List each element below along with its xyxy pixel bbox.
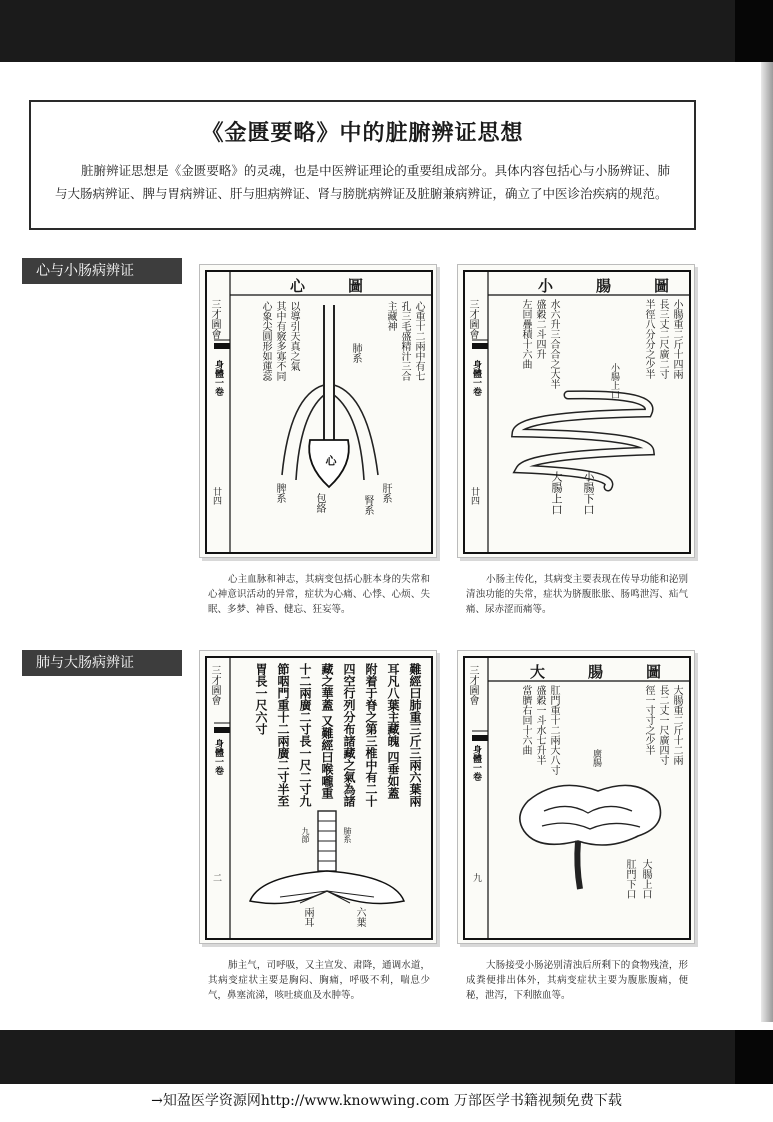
plate-lung-side-label: 三才圖會 xyxy=(209,665,220,705)
label-liver-system: 肝系 xyxy=(380,483,391,503)
si-text-col-2: 長三丈二尺廣二寸 xyxy=(657,299,668,379)
plate-lung-diagram xyxy=(199,650,437,944)
label-kidney-system: 腎系 xyxy=(362,495,373,515)
heart-text-col-5: 其中有竅多寡不同 xyxy=(274,301,285,381)
label-lung-system: 肺系 xyxy=(350,343,361,363)
section-label-heart: 心与小肠病辨证 xyxy=(22,258,182,284)
si-text-col-4: 左回疊積十六曲 xyxy=(520,299,531,369)
heart-text-col-4: 心象尖圓形如蓮蕊 xyxy=(260,301,271,381)
label-small-intestine-upper: 小腸上口 xyxy=(609,363,619,399)
plate-heart-title: 心 圖 xyxy=(290,277,378,295)
plate-large-intestine-volume: 身體一卷 xyxy=(471,745,481,781)
label-nine-sections: 九節 xyxy=(301,827,310,843)
lung-text-col-8: 胃長一尺六寸 xyxy=(254,663,268,735)
plate-small-intestine-side-label: 三才圖會 xyxy=(467,299,478,339)
li-text-col-5: 盛穀一斗水七升半 xyxy=(534,685,545,765)
lung-text-col-1: 難經曰肺重三斤三兩六葉兩 xyxy=(408,663,422,807)
heart-text-col-1: 心重十二兩中有七 xyxy=(413,301,424,381)
label-large-intestine-upper: 大腸上口 xyxy=(550,471,563,515)
caption-heart: 心主血脉和神志，其病变包括心脏本身的失常和心神意识活动的异常，症状为心痛、心悸、心烦、失眠、多梦、神昏、健忘、狂妄等。 xyxy=(208,574,430,615)
label-wide-intestine: 廣腸 xyxy=(591,749,601,767)
plate-small-intestine-volume: 身體一卷 xyxy=(471,360,481,396)
plate-heart-page-num: 廿四 xyxy=(211,487,221,505)
label-heart: 心 xyxy=(324,455,337,466)
heart-text-col-6: 以導引天真之氣 xyxy=(288,301,299,371)
plate-lung-volume: 身體一卷 xyxy=(213,739,223,775)
label-small-intestine-lower: 小腸下口 xyxy=(582,471,595,515)
plate-heart-volume: 身體一卷 xyxy=(213,360,223,396)
label-spleen-system: 脾系 xyxy=(274,483,285,503)
plate-large-intestine-diagram xyxy=(457,650,695,944)
book-spine-shadow xyxy=(735,0,773,62)
li-text-col-3: 徑一寸寸之少半 xyxy=(643,685,654,755)
plate-small-intestine-page-num: 廿四 xyxy=(469,487,479,505)
caption-small-intestine: 小肠主传化，其病变主要表现在传导功能和泌别清浊功能的失常，症状为脐腹胀胀、肠鸣泄泻、疝气痛、尿赤涩而痛等。 xyxy=(466,574,688,615)
lung-text-col-7: 節咽門重十二兩廣二寸半至 xyxy=(276,663,290,807)
intro-paragraph: 脏腑辨证思想是《金匮要略》的灵魂，也是中医辨证理论的重要组成部分。具体内容包括心与小肠辨证、肺与大肠病辨证、脾与胃病辨证、肝与胆病辨证、肾与膀胱病辨证及脏腑兼病辨证，确立了中医诊治疾病的规范。 xyxy=(55,163,670,201)
label-pericardium: 包絡 xyxy=(314,493,325,513)
footer-watermark-text: →知盈医学资源网http://www.knowwing.com 万部医学书籍视频免费下载 xyxy=(151,1093,622,1109)
section-label-lung: 肺与大肠病辨证 xyxy=(22,650,182,676)
plate-small-intestine-diagram xyxy=(457,264,695,558)
lung-text-col-3: 附着于脊之第三椎中有二十 xyxy=(364,663,378,807)
caption-lung: 肺主气，司呼吸，又主宣发、肃降，通调水道，其病变症状主要是胸闷、胸痛，呼吸不利，喘息少气，鼻塞流涕，咳吐痰血及水肿等。 xyxy=(208,960,430,1001)
label-two-ears: 兩耳 xyxy=(302,907,313,927)
plate-large-intestine-title: 大 腸 圖 xyxy=(530,663,676,681)
li-text-col-2: 長二丈一尺廣四寸 xyxy=(657,685,668,765)
caption-large-intestine: 大肠接受小肠泌别清浊后所剩下的食物残渣，形成粪便排出体外，其病变症状主要为腹胀腹痛，便秘，泄泻，下利脓血等。 xyxy=(466,960,688,1001)
plate-heart-diagram xyxy=(199,264,437,558)
label-six-leaves: 六葉 xyxy=(354,907,365,927)
plate-small-intestine-title: 小 腸 圖 xyxy=(538,277,684,295)
bottom-dark-band xyxy=(0,1030,773,1084)
li-text-col-4: 當臍右回十六曲 xyxy=(520,685,531,755)
lung-text-col-5: 藏之華蓋 又難經曰喉嚨重 xyxy=(320,663,334,800)
heart-text-col-3: 主藏神 xyxy=(385,301,396,331)
label-lung-system-2: 肺系 xyxy=(343,827,352,843)
top-dark-band xyxy=(0,0,773,62)
si-text-col-5: 盛穀二斗四升 xyxy=(534,299,545,359)
label-large-intestine-upper: 大腸上口 xyxy=(640,859,651,899)
si-text-col-1: 小腸重二斤十四兩 xyxy=(671,299,682,379)
lung-text-col-4: 四空行列分布諸藏之氣為諸 xyxy=(342,663,356,807)
lung-text-col-6: 十二兩廣二寸長一尺二寸九 xyxy=(298,663,312,807)
intro-box xyxy=(29,100,696,230)
page-edge-shadow xyxy=(761,62,773,1022)
plate-large-intestine-page-num: 九 xyxy=(471,873,481,882)
label-anus-lower: 肛門下口 xyxy=(624,859,635,899)
li-text-col-1: 大腸重二斤十二兩 xyxy=(671,685,682,765)
si-text-col-3: 半徑八分分之少半 xyxy=(643,299,654,379)
lung-text-col-2: 耳凡八葉主藏魄 四垂如蓋 xyxy=(386,663,400,800)
page-title: 《金匮要略》中的脏腑辨证思想 xyxy=(201,120,524,146)
plate-large-intestine-side-label: 三才圖會 xyxy=(467,665,478,705)
plate-lung-page-num: 二 xyxy=(211,873,221,882)
book-spine-shadow-bottom xyxy=(735,1030,773,1084)
heart-text-col-2: 孔三毛盛精汁三合 xyxy=(399,301,410,381)
plate-heart-side-label: 三才圖會 xyxy=(209,299,220,339)
li-text-col-6: 肛門重十二兩大八寸 xyxy=(548,685,559,775)
si-text-col-6: 水六升三合合之大半 xyxy=(548,299,559,389)
